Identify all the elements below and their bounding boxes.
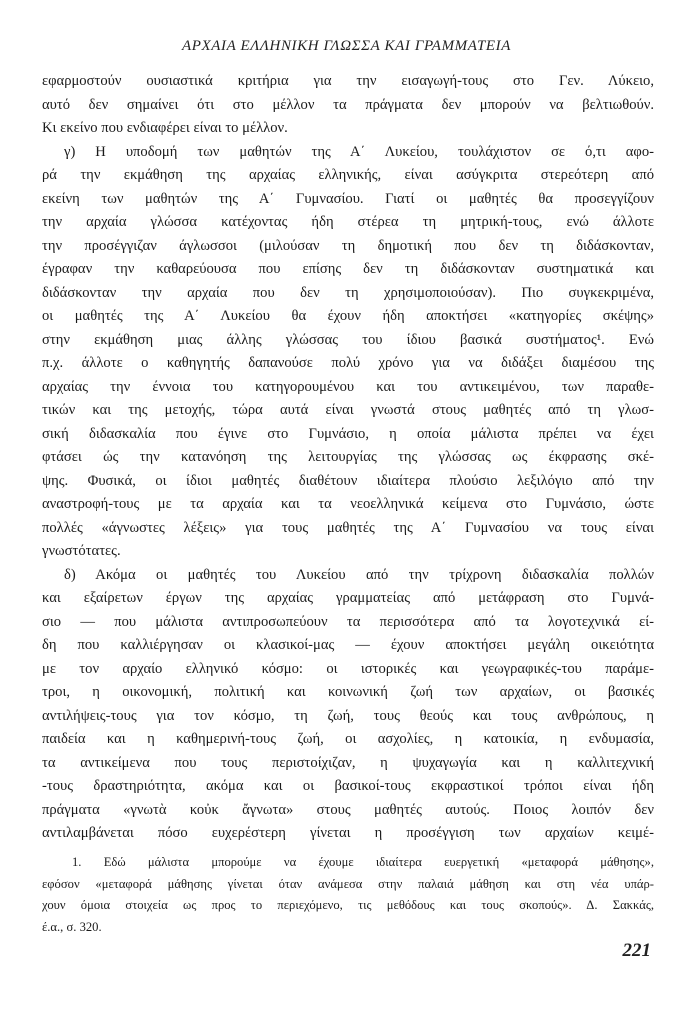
footnotes: [42, 852, 654, 938]
text-line: αντιλήψεις-τους για τον κόσμο, τη ζωή, τους θεούς και τους ανθρώπους, η: [42, 707, 654, 724]
text-line: την αρχαία γλώσσα κατέχοντας ήδη στέρεα τη μητρική-τους, ενώ άλλοτε: [42, 214, 654, 230]
text-line: εκείνη των μαθητών της Α΄ Γυμνασίου. Γιατί οι μαθητές θα προσεγγίζουν: [42, 190, 654, 207]
text-line: Κι εκείνο που ενδιαφέρει είναι το μέλλον.: [42, 120, 288, 136]
text-line: παιδεία και η καθημερινή-τους ζωή, οι ασχολίες, η κατοικία, η ενδυμασία,: [42, 731, 654, 747]
text-line: ψης. Φυσικά, οι ίδιοι μαθητές διαθέτουν ιδιαίτερα πλούσιο λεξιλόγιο από την: [42, 472, 654, 489]
text-line: διδάσκονταν την αρχαία που δεν τη χρησιμοποιούσαν). Πιο συγκεκριμένα,: [42, 284, 654, 301]
text-line: στην εκμάθηση μιας άλλης γλώσσας του ίδιου βασικά συστήματος¹. Ενώ: [42, 331, 654, 348]
text-line: πολλές «άγνωστες λέξεις» για τους μαθητές της Α΄ Γυμνασίου να τους είναι: [42, 519, 654, 536]
text-line: την προσέγγιζαν άγλωσσοι (μιλούσαν τη δημοτική που δεν τη διδάσκονταν,: [42, 237, 654, 254]
text-line: -τους δραστηριότητα, ακόμα και οι βασικοί-τους εκφραστικοί τρόποι είναι ήδη: [42, 778, 654, 794]
text-line: αναστροφή-τους με τα αρχαία και τα νεοελληνικά κείμενα στο Γυμνάσιο, ώστε: [42, 496, 654, 512]
running-header: ΑΡΧΑΙΑ ΕΛΛΗΝΙΚΗ ΓΛΩΣΣΑ ΚΑΙ ΓΡΑΜΜΑΤΕΙΑ: [181, 38, 512, 54]
text-line: αρχαίας την έννοια του κατηγορουμένου και του αντικειμένου, των παραθε-: [42, 378, 654, 395]
text-line: και εξαίρετων έργων της αρχαίας γραμματείας από μετάφραση στο Γυμνά-: [42, 590, 654, 606]
footnote-line: 1. Εδώ μάλιστα μπορούμε να έχουμε ιδιαίτερα ευεργετική «μεταφορά μάθησης»,: [72, 855, 654, 869]
text-line: φτάσει ώς την κατανόηση της λειτουργίας της γλώσσας ως έκφρασης σκέ-: [42, 449, 654, 465]
footnote-line: χουν όμοια στοιχεία ως προς το περιεχόμενο, τις μεθόδους και τους σκοπούς». Δ. Σακκάς,: [42, 898, 654, 912]
text-line: αντιλαμβάνεται πόσο ευχερέστερη γίνεται η προσέγγιση των αρχαίων κειμέ-: [42, 825, 654, 841]
text-line: έγραφαν την καθαρεύουσα που επίσης δεν τη διδάσκονταν συστηματικά και: [42, 261, 654, 277]
text-line: τα αντικείμενα που τους περιστοίχιζαν, η ψυχαγωγία και η καλλιτεχνική: [42, 754, 654, 771]
main-text: [42, 70, 654, 846]
text-line: γνωστότατες.: [42, 543, 121, 559]
text-line: π.χ. άλλοτε ο καθηγητής δαπανούσε πολύ χρόνο για να διδάξει διαμέσου της: [42, 355, 654, 371]
text-line: τικών και της μετοχής, τώρα αυτά είναι γνωστά στους μαθητές από τη γλωσ-: [42, 402, 654, 418]
text-line: πράγματα «γνωτὰ κοὐκ ἄγνωτα» στους μαθητές αυτούς. Ποιος λοιπόν δεν: [42, 801, 654, 818]
text-line: δ) Ακόμα οι μαθητές του Λυκείου από την τρίχρονη διδασκαλία πολλών: [64, 566, 654, 583]
text-line: με τον αρχαίο ελληνικό κόσμο: οι ιστορικές και γεωγραφικές-του παράμε-: [42, 660, 654, 677]
footnote-line: εφόσον «μεταφορά μάθησης γίνεται όταν ανάμεσα στην παλαιά μάθηση και στη νέα υπάρ-: [42, 876, 654, 891]
text-line: εφαρμοστούν ουσιαστικά κριτήρια για την εισαγωγή-τους στο Γεν. Λύκειο,: [42, 73, 654, 89]
text-line: δη που καλλιέργησαν οι κλασικοί-μας — έχουν αποκτήσει μεγάλη οικειότητα: [42, 637, 654, 653]
text-line: αυτό δεν σημαίνει ότι στο μέλλον τα πράγματα δεν μπορούν να βελτιωθούν.: [42, 96, 654, 113]
footnote-line: έ.α., σ. 320.: [42, 919, 102, 934]
page-number: 221: [622, 940, 651, 961]
text-line: ρά την εκμάθηση της αρχαίας ελληνικής, είναι ασύγκριτα στερεότερη από: [42, 167, 654, 183]
text-line: σική διδασκαλία που έγινε στο Γυμνάσιο, η οποία μάλιστα πρέπει να έχει: [42, 425, 654, 442]
text-line: σιο — που μάλιστα αντιπροσωπεύουν τα περισσότερα από τα λογοτεχνικά εί-: [42, 613, 654, 630]
text-line: γ) Η υποδομή των μαθητών της Α΄ Λυκείου, τουλάχιστον σε ό,τι αφο-: [64, 143, 654, 160]
text-line: οι μαθητές της Α΄ Λυκείου θα έχουν ήδη αποκτήσει «κατηγορίες σκέψης»: [42, 308, 654, 324]
text-line: τροι, η οικονομική, πολιτική και κοινωνική ζωή των αρχαίων, οι βασικές: [42, 684, 654, 700]
